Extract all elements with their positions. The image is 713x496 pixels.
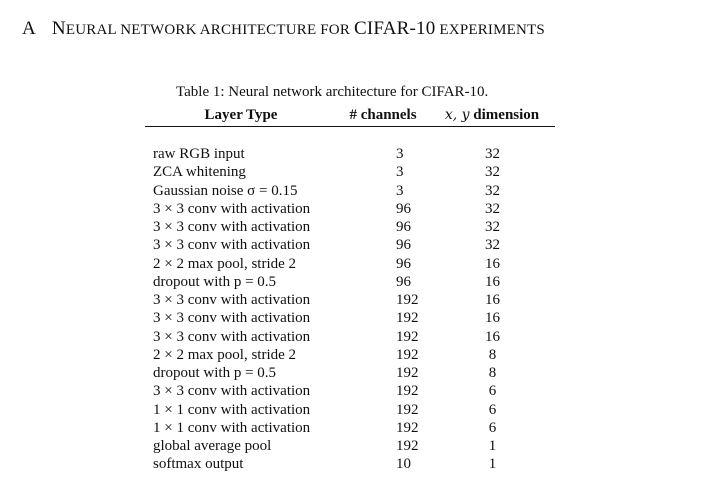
table-row: [145, 346, 555, 364]
cell-channels: 3: [396, 182, 404, 199]
cell-channels: 192: [396, 365, 419, 381]
cell-channels: 3: [396, 146, 404, 162]
cell-channels: 192: [396, 401, 419, 418]
header-channels: # channels: [337, 104, 429, 127]
table-row: [145, 328, 555, 346]
table-row: [145, 273, 555, 291]
architecture-table: [145, 104, 555, 474]
table-row: [145, 419, 555, 437]
cell-dimension: 6: [488, 419, 497, 436]
header-layer-type: Layer Type: [145, 104, 337, 127]
table-row: [145, 437, 555, 455]
table-row: [145, 309, 555, 327]
cell-channels: 192: [396, 419, 419, 436]
table-row: [145, 145, 555, 163]
section-heading: [22, 18, 545, 40]
table-row: [145, 382, 555, 400]
cell-dimension: 16: [485, 328, 500, 345]
cell-dimension: 1: [488, 438, 497, 454]
table-body: [145, 127, 555, 474]
cell-channels: 192: [396, 438, 419, 454]
section-title-part: EURAL NETWORK ARCHITECTURE FOR: [65, 22, 354, 38]
cell-layer-type: dropout with p = 0.5: [153, 273, 277, 290]
cell-dimension: 16: [485, 310, 500, 327]
table-row: [145, 236, 555, 254]
table-spacer: [145, 127, 555, 146]
cell-channels: 192: [396, 383, 419, 400]
cell-channels: 3: [396, 164, 404, 181]
table-row: [145, 163, 555, 181]
table-row: [145, 218, 555, 236]
cell-dimension: 8: [488, 346, 497, 363]
cell-channels: 96: [396, 219, 411, 235]
cell-dimension: 32: [485, 146, 500, 162]
cell-layer-type: softmax output: [153, 456, 244, 473]
table-row: [145, 200, 555, 218]
cell-channels: 192: [396, 292, 419, 308]
cell-layer-type: dropout with p = 0.5: [153, 365, 277, 381]
cell-dimension: 32: [485, 237, 500, 254]
header-dimension: [429, 104, 555, 127]
cell-layer-type: 2 × 2 max pool, stride 2: [153, 255, 297, 272]
cell-layer-type: ZCA whitening: [153, 164, 246, 181]
table-header-row: [145, 104, 555, 127]
cell-layer-type: 3 × 3 conv with activation: [153, 292, 311, 308]
cell-dimension: 1: [488, 456, 497, 473]
cell-dimension: 32: [485, 200, 500, 217]
cell-dimension: 16: [485, 273, 500, 290]
cell-layer-type: Gaussian noise σ = 0.15: [153, 182, 298, 199]
cell-layer-type: 3 × 3 conv with activation: [153, 219, 311, 235]
cell-channels: 192: [396, 346, 419, 363]
header-dimension-math: x, y: [444, 106, 470, 123]
cell-channels: 96: [396, 255, 411, 272]
section-title-part: CIFAR-10: [353, 18, 436, 39]
table-row: [145, 364, 555, 382]
cell-dimension: 16: [485, 255, 500, 272]
cell-channels: 192: [396, 328, 419, 345]
section-title-part: N: [51, 18, 66, 39]
table-row: [145, 291, 555, 309]
cell-layer-type: raw RGB input: [153, 146, 245, 162]
cell-channels: 192: [396, 310, 419, 327]
table-caption: Table 1: Neural network architecture for CIFAR-10.: [176, 84, 489, 100]
table-row: [145, 455, 555, 473]
cell-layer-type: 2 × 2 max pool, stride 2: [153, 346, 297, 363]
cell-layer-type: 1 × 1 conv with activation: [153, 419, 311, 436]
cell-dimension: 32: [485, 164, 500, 181]
section-title-part: EXPERIMENTS: [435, 22, 545, 38]
section-letter: A: [22, 18, 36, 39]
cell-layer-type: 3 × 3 conv with activation: [153, 200, 311, 217]
cell-layer-type: 1 × 1 conv with activation: [153, 401, 311, 418]
cell-dimension: 32: [485, 219, 500, 235]
cell-channels: 10: [396, 456, 411, 473]
table-row: [145, 255, 555, 273]
table-row: [145, 401, 555, 419]
cell-layer-type: 3 × 3 conv with activation: [153, 237, 311, 254]
cell-layer-type: 3 × 3 conv with activation: [153, 383, 311, 400]
cell-dimension: 6: [488, 401, 497, 418]
header-dimension-label: dimension: [469, 106, 540, 123]
cell-layer-type: 3 × 3 conv with activation: [153, 328, 311, 345]
cell-dimension: 32: [485, 182, 500, 199]
cell-dimension: 8: [488, 365, 497, 381]
cell-layer-type: global average pool: [153, 438, 272, 454]
table-row: [145, 182, 555, 200]
cell-channels: 96: [396, 273, 411, 290]
cell-channels: 96: [396, 200, 411, 217]
cell-dimension: 16: [485, 292, 500, 308]
cell-channels: 96: [396, 237, 411, 254]
cell-dimension: 6: [488, 383, 497, 400]
cell-layer-type: 3 × 3 conv with activation: [153, 310, 311, 327]
